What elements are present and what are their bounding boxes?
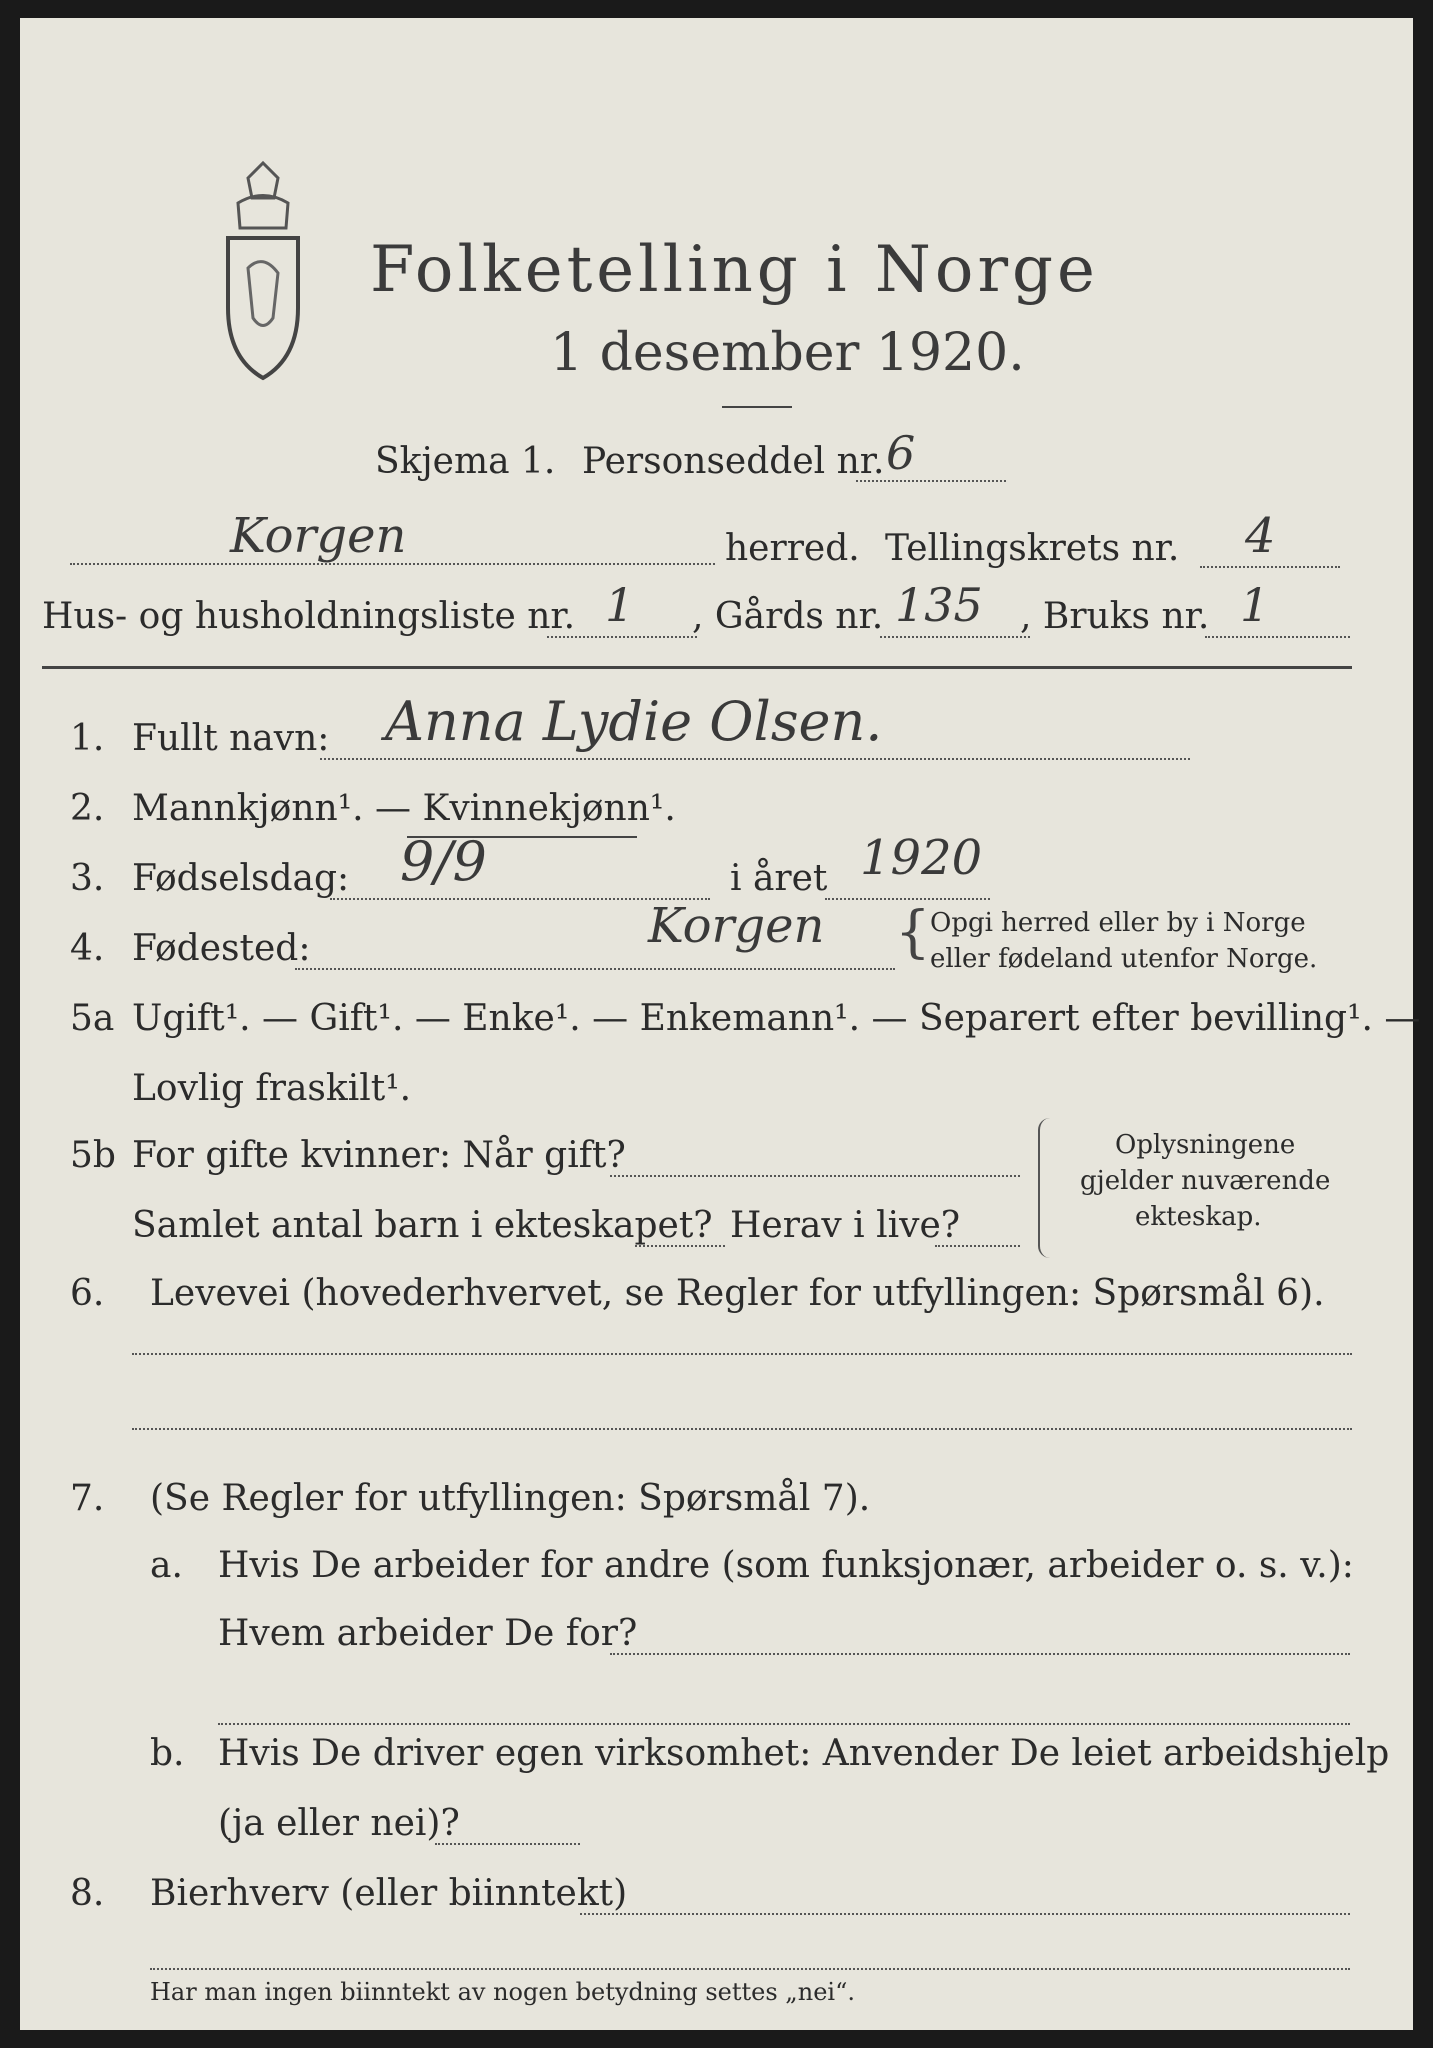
q7a-letter: a. bbox=[150, 1545, 183, 1586]
bracket-icon bbox=[1038, 1118, 1050, 1258]
birthplace-line bbox=[295, 968, 895, 970]
herred-label: herred. bbox=[725, 528, 860, 569]
birthdate-value[interactable]: 9/9 bbox=[400, 830, 487, 893]
gards-value[interactable]: 135 bbox=[895, 578, 983, 632]
q7b-letter: b. bbox=[150, 1733, 185, 1774]
skjema-label: Skjema 1. bbox=[375, 441, 556, 482]
personseddel-label: Personseddel nr. bbox=[582, 441, 885, 482]
hus-label: Hus- og husholdningsliste nr. bbox=[42, 596, 576, 637]
q7a-line1: Hvis De arbeider for andre (som funksjonær, arbeider o. s. v.): bbox=[218, 1545, 1354, 1586]
q8-number: 8. bbox=[70, 1873, 105, 1914]
q8-label: Bierhverv (eller biinntekt) bbox=[150, 1873, 628, 1914]
q5b-note2: gjelder nuværende bbox=[1080, 1166, 1331, 1196]
birthyear-value[interactable]: 1920 bbox=[860, 830, 983, 886]
full-name-value[interactable]: Anna Lydie Olsen. bbox=[385, 690, 883, 753]
personseddel-value[interactable]: 6 bbox=[886, 426, 916, 480]
q1-label: Fullt navn: bbox=[132, 718, 330, 759]
full-name-line bbox=[320, 758, 1190, 760]
form-title: Folketelling i Norge bbox=[370, 233, 1099, 307]
side-income-line-2 bbox=[150, 1968, 1350, 1970]
q7-number: 7. bbox=[70, 1478, 105, 1519]
q5b-note3: ekteskap. bbox=[1135, 1202, 1262, 1232]
q5a-line1: Ugift¹. — Gift¹. — Enke¹. — Enkemann¹. — Separert efter bevilling¹. — bbox=[132, 998, 1421, 1039]
q4-note-line1: Opgi herred eller by i Norge bbox=[930, 908, 1306, 938]
footer-note: Har man ingen biinntekt av nogen betydning settes „nei“. bbox=[150, 1978, 855, 2006]
header-divider bbox=[42, 666, 1352, 669]
personseddel-line bbox=[856, 480, 1006, 482]
bruks-label: , Bruks nr. bbox=[1020, 596, 1210, 637]
herred-line bbox=[70, 563, 715, 565]
q5b-number: 5b bbox=[70, 1135, 116, 1176]
tellingskrets-value[interactable]: 4 bbox=[1245, 508, 1276, 564]
q6-label: Levevei (hovederhvervet, se Regler for utfyllingen: Spørsmål 6). bbox=[150, 1273, 1325, 1314]
occupation-line-2 bbox=[132, 1428, 1352, 1430]
side-income-line-1 bbox=[580, 1913, 1350, 1915]
q2-label: Mannkjønn¹. — Kvinnekjønn¹. bbox=[132, 788, 676, 829]
q5b-alive-label: Herav i live? bbox=[730, 1205, 961, 1246]
married-date-line bbox=[610, 1175, 1020, 1177]
q7b-line1: Hvis De driver egen virksomhet: Anvender De leiet arbeidshjelp bbox=[218, 1733, 1390, 1774]
coat-of-arms-icon bbox=[208, 158, 318, 388]
tellingskrets-line bbox=[1200, 566, 1340, 568]
q4-label: Fødested: bbox=[132, 928, 311, 969]
q5a-number: 5a bbox=[70, 998, 115, 1039]
census-form bbox=[20, 18, 1421, 2030]
q3-label: Fødselsdag: bbox=[132, 858, 350, 899]
q3-year-label: i året bbox=[730, 858, 828, 899]
q4-note-line2: eller fødeland utenfor Norge. bbox=[930, 944, 1318, 974]
q6-number: 6. bbox=[70, 1273, 105, 1314]
divider bbox=[722, 406, 792, 408]
herred-value[interactable]: Korgen bbox=[230, 508, 407, 564]
hus-line bbox=[547, 636, 697, 638]
q1-number: 1. bbox=[70, 718, 105, 759]
children-line bbox=[635, 1245, 725, 1247]
bruks-value[interactable]: 1 bbox=[1240, 578, 1270, 632]
employer-line-1 bbox=[610, 1653, 1350, 1655]
bruks-line bbox=[1205, 636, 1350, 638]
q7b-line2: (ja eller nei)? bbox=[218, 1803, 460, 1844]
hus-value[interactable]: 1 bbox=[605, 578, 635, 632]
q5b-line1: For gifte kvinner: Når gift? bbox=[132, 1135, 626, 1176]
alive-line bbox=[935, 1245, 1020, 1247]
employer-line-2 bbox=[218, 1723, 1350, 1725]
q3-number: 3. bbox=[70, 858, 105, 899]
gards-label: , Gårds nr. bbox=[692, 596, 884, 637]
occupation-line-1 bbox=[132, 1353, 1352, 1355]
q4-number: 4. bbox=[70, 928, 105, 969]
q5b-children-label: Samlet antal barn i ekteskapet? bbox=[132, 1205, 713, 1246]
hired-help-line bbox=[435, 1843, 580, 1845]
q7-label: (Se Regler for utfyllingen: Spørsmål 7). bbox=[150, 1478, 871, 1519]
birthplace-value[interactable]: Korgen bbox=[648, 898, 825, 954]
tellingskrets-label: Tellingskrets nr. bbox=[885, 528, 1180, 569]
q2-number: 2. bbox=[70, 788, 105, 829]
q7a-line2: Hvem arbeider De for? bbox=[218, 1613, 638, 1654]
q5a-line2: Lovlig fraskilt¹. bbox=[132, 1068, 412, 1109]
gards-line bbox=[880, 636, 1030, 638]
q5b-note1: Oplysningene bbox=[1115, 1130, 1296, 1160]
census-date: 1 desember 1920. bbox=[550, 323, 1025, 383]
brace-icon: { bbox=[895, 900, 931, 965]
